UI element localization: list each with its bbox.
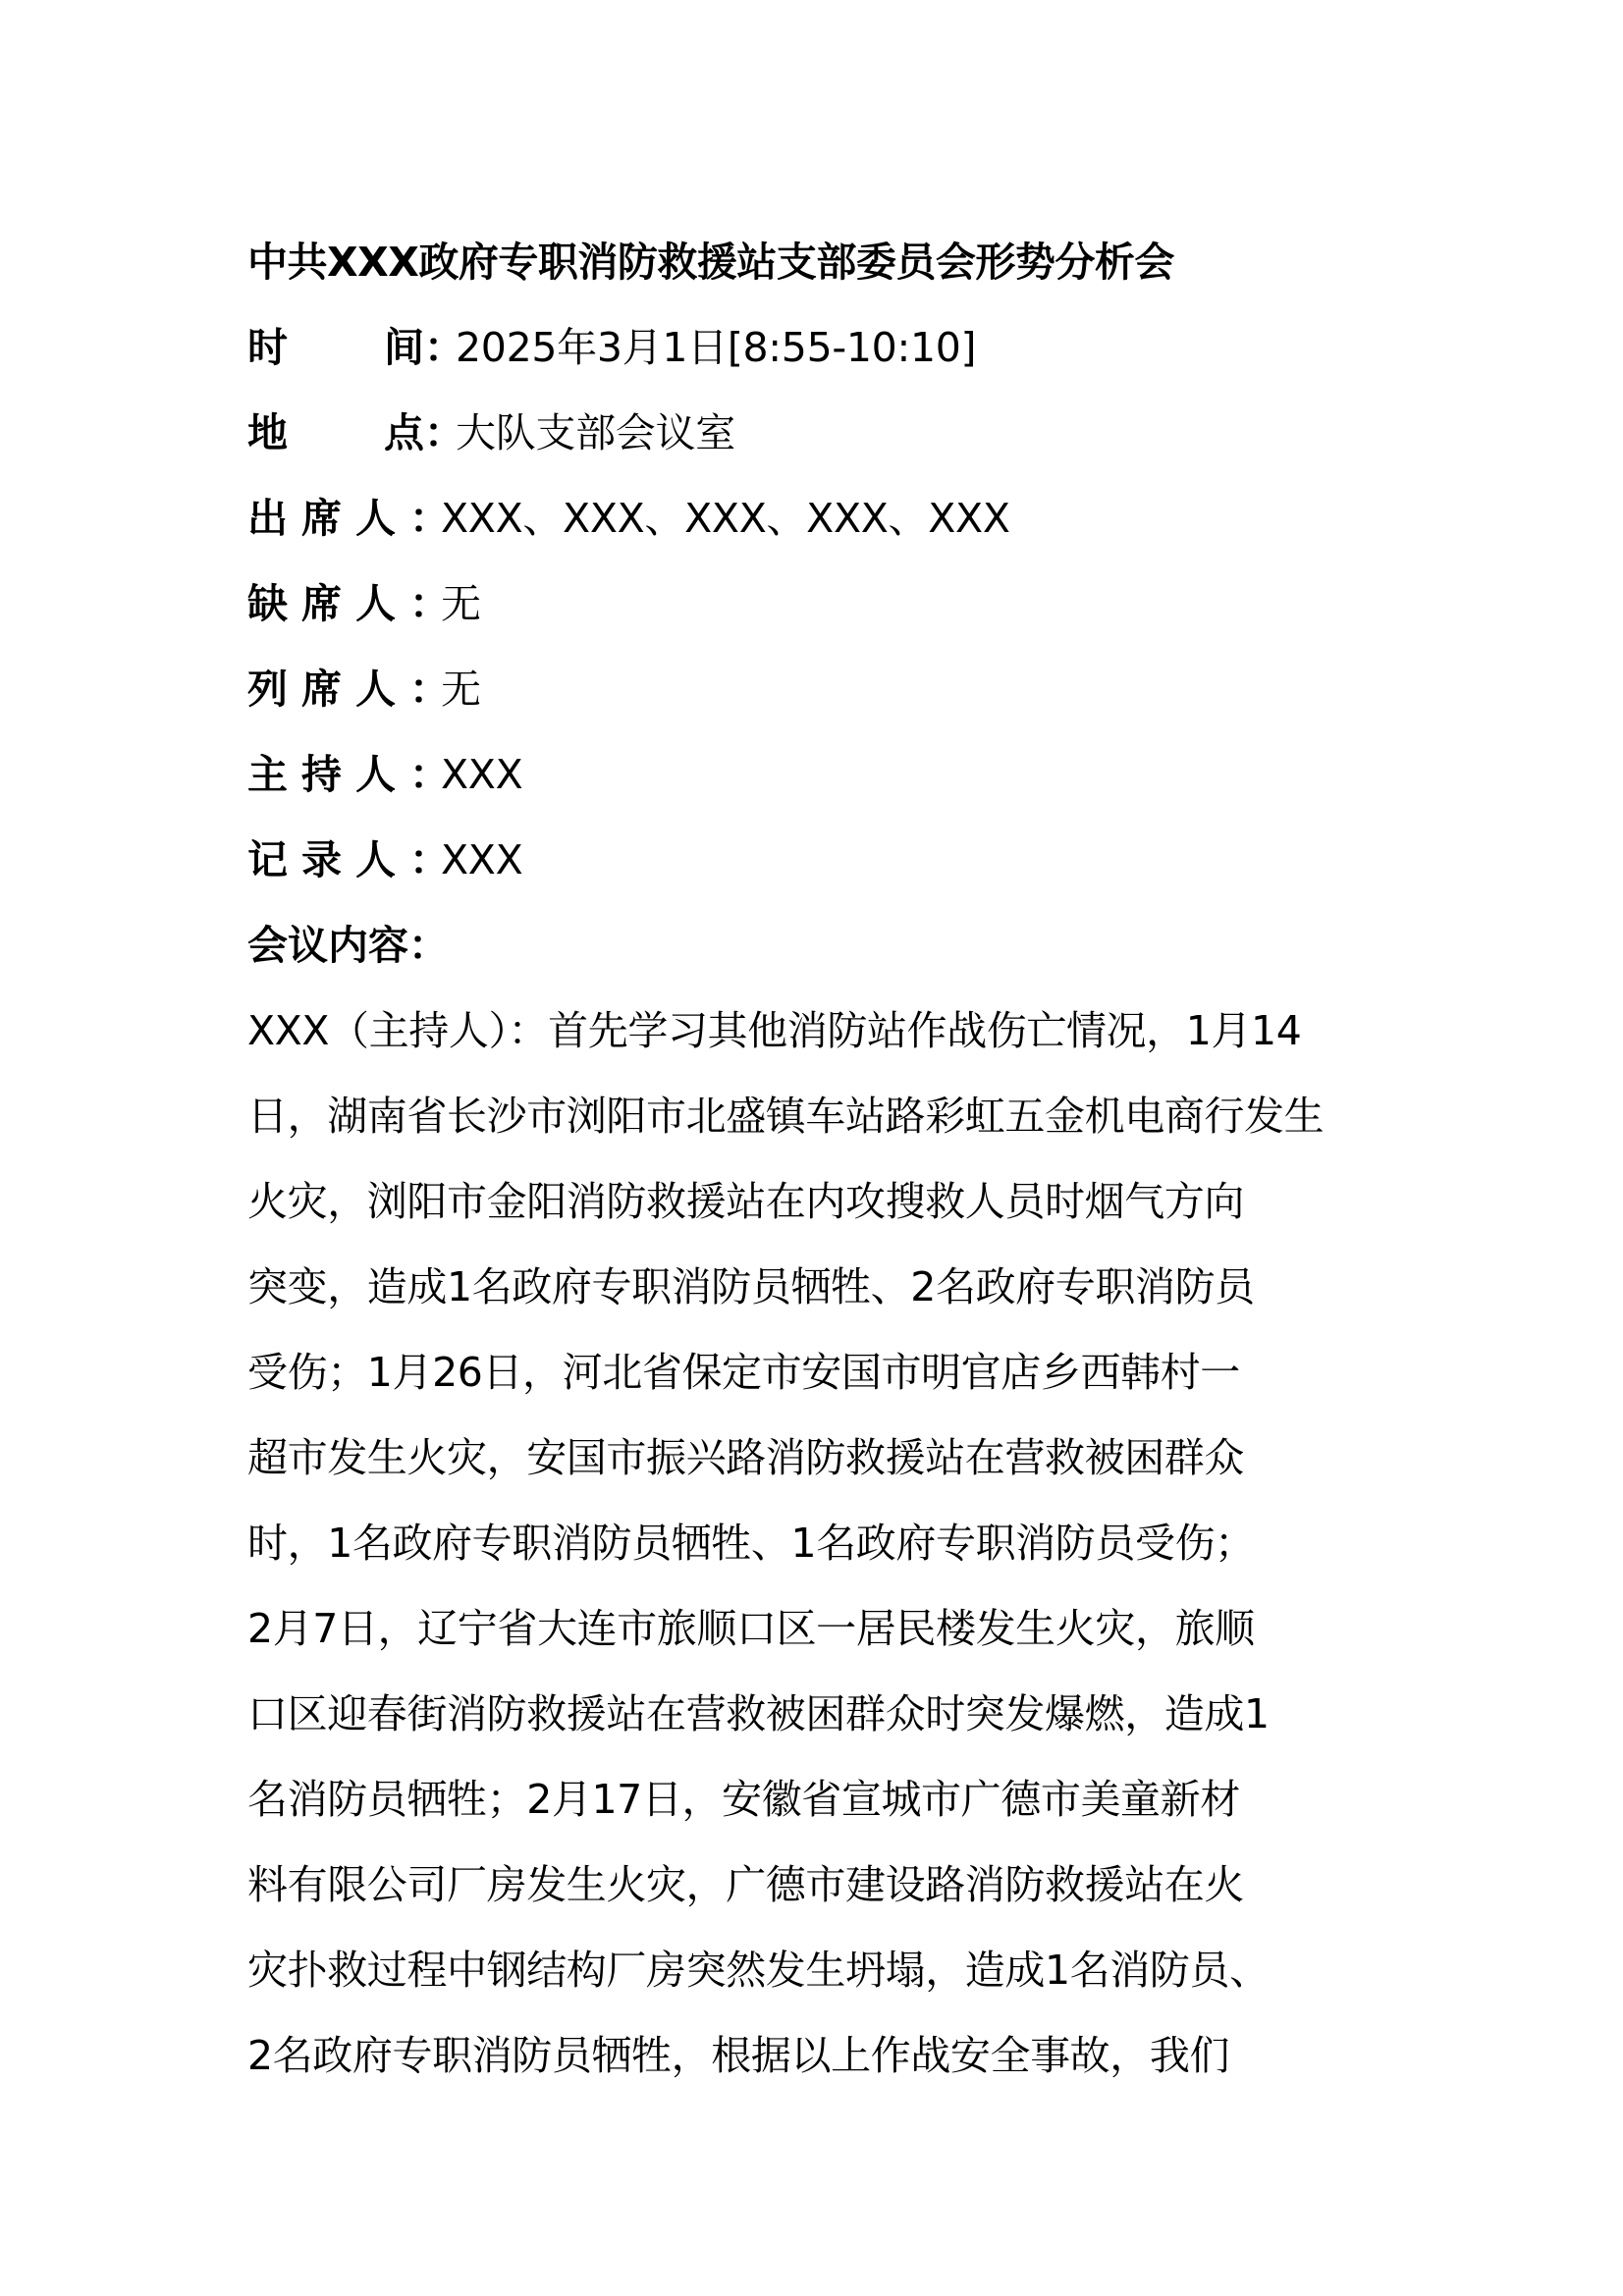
content-line: 名消防员牺牲；2月17日，安徽省宣城市广德市美童新材 <box>247 1776 1240 1823</box>
content-line: 火灾，浏阳市金阳消防救援站在内攻搜救人员时烟气方向 <box>247 1178 1244 1225</box>
field-label-location <box>247 399 424 467</box>
field-colon: ： <box>409 580 450 627</box>
content-line: 受伤；1月26日，河北省保定市安国市明官店乡西韩村一 <box>247 1349 1240 1396</box>
content-line: 2名政府专职消防员牺牲，根据以上作战安全事故，我们 <box>247 2032 1230 2079</box>
field-label-observers: 列席人 <box>247 666 409 713</box>
field-colon: ： <box>409 751 450 798</box>
content-body <box>247 996 1416 2090</box>
document-page <box>247 228 1416 2107</box>
content-line: 时，1名政府专职消防员牺牲、1名政府专职消防员受伤； <box>247 1520 1255 1567</box>
content-line: 日，湖南省长沙市浏阳市北盛镇车站路彩虹五金机电商行发生 <box>247 1093 1325 1140</box>
field-value-location: 大队支部会议室 <box>456 409 735 456</box>
field-value-recorder: XXX <box>441 836 523 883</box>
content-line: 口区迎春街消防救援站在营救被困群众时突发爆燃，造成1 <box>247 1690 1270 1737</box>
field-colon: ： <box>409 495 450 542</box>
field-label-char: 地 <box>247 409 288 456</box>
content-heading: 会议内容： <box>247 922 449 969</box>
field-recorder <box>247 826 1416 894</box>
content-line: 料有限公司厂房发生火灾，广德市建设路消防救援站在火 <box>247 1861 1244 1908</box>
document-title: 中共XXX政府专职消防救援站支部委员会形势分析会 <box>247 239 1174 286</box>
field-colon: ： <box>424 324 464 371</box>
field-value-absent: 无 <box>441 580 481 627</box>
content-line: 2月7日，辽宁省大连市旅顺口区一居民楼发生火灾，旅顺 <box>247 1605 1255 1652</box>
field-label-char: 时 <box>247 324 288 371</box>
field-label-absent: 缺席人 <box>247 580 409 627</box>
field-value-host: XXX <box>441 751 523 798</box>
field-label-attendees: 出席人 <box>247 495 409 542</box>
field-label-time <box>247 313 424 382</box>
field-observers <box>247 655 1416 723</box>
content-line: 超市发生火灾，安国市振兴路消防救援站在营救被困群众 <box>247 1434 1244 1481</box>
field-label-host: 主持人 <box>247 751 409 798</box>
field-label-char: 间 <box>384 324 424 371</box>
field-colon: ： <box>424 409 464 456</box>
field-colon: ： <box>409 836 450 883</box>
content-line: 灾扑救过程中钢结构厂房突然发生坍塌，造成1名消防员、 <box>247 1947 1270 1994</box>
field-label-recorder: 记录人 <box>247 836 409 883</box>
field-value-observers: 无 <box>441 666 481 713</box>
field-value-time: 2025年3月1日[8:55-10:10] <box>456 324 977 371</box>
field-location <box>247 399 1416 467</box>
field-value-attendees: XXX、XXX、XXX、XXX、XXX <box>441 495 1010 542</box>
field-colon: ： <box>409 666 450 713</box>
field-label-char: 点 <box>384 409 424 456</box>
field-attendees <box>247 484 1416 553</box>
content-line: XXX（主持人）：首先学习其他消防站作战伤亡情况，1月14 <box>247 1007 1302 1054</box>
content-line: 突变，造成1名政府专职消防员牺牲、2名政府专职消防员 <box>247 1263 1255 1310</box>
field-absent <box>247 569 1416 638</box>
field-host <box>247 740 1416 809</box>
field-time <box>247 313 1416 382</box>
